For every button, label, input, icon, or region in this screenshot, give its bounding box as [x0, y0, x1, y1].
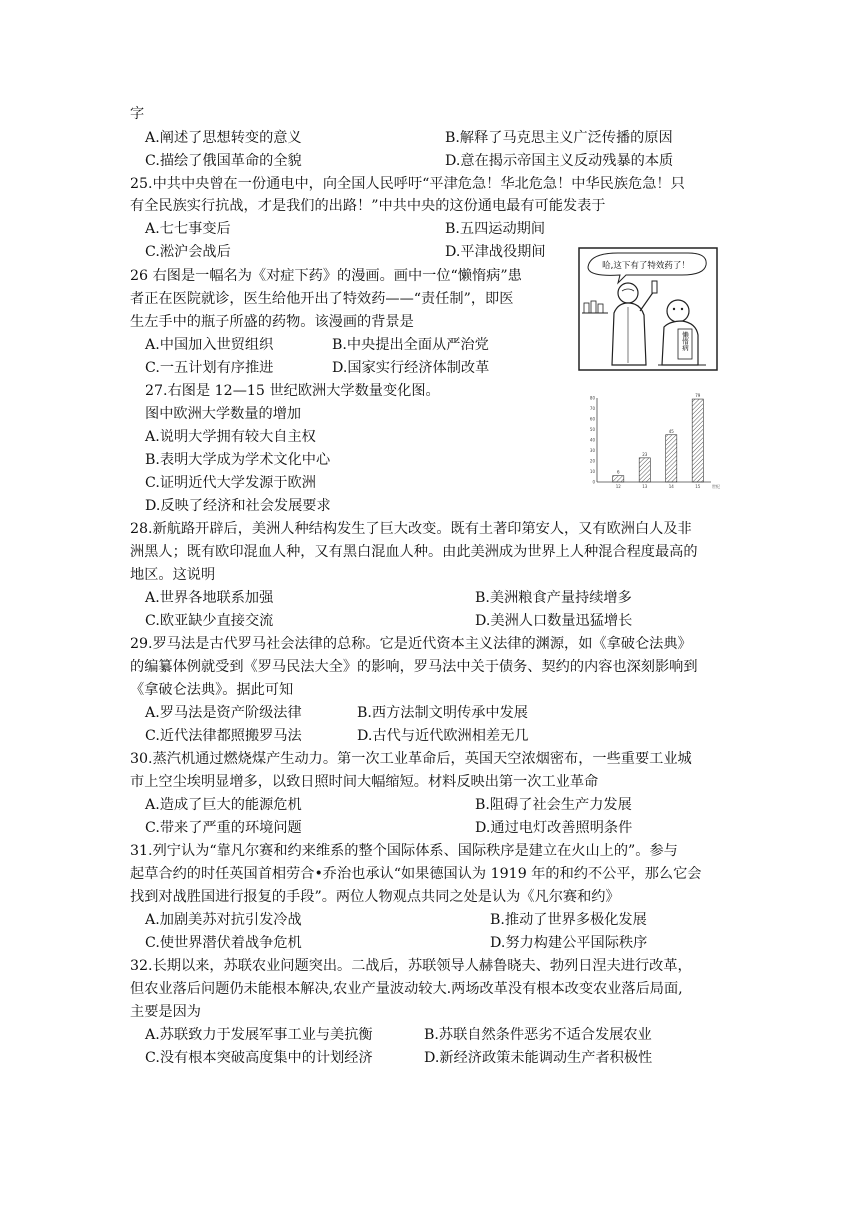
y-tick-label: 60 [589, 416, 595, 422]
x-tick-label: 12 [615, 484, 621, 489]
x-axis-label: 世纪 [712, 484, 720, 489]
cartoon-caption: 哈,这下有了特效药了！ [602, 261, 690, 271]
q29-stem-line-1: 29.罗马法是古代罗马社会法律的总称。它是近代资本主义法律的渊源，如《拿破仑法典》 [130, 636, 692, 652]
data-label: 6 [616, 469, 620, 475]
q26-stem-line-2: 者正在医院就诊，医生给他开出了特效药——“责任制”，即医 [130, 291, 514, 307]
q30-stem-line-1: 30.蒸汽机通过燃烧煤产生动力。第一次工业革命后，英国天空浓烟密布，一些重要工业城 [130, 751, 692, 767]
data-label: 45 [668, 428, 674, 434]
q32-option-d: D.新经济政策未能调动生产者积极性 [424, 1050, 653, 1066]
q29-stem-line-2: 的编纂体例就受到《罗马民法大全》的影响，罗马法中关于债务、契约的内容也深刻影响到 [130, 659, 698, 675]
q29-option-d: D.古代与近代欧洲相差无几 [357, 728, 529, 744]
q29-option-a: A.罗马法是资产阶级法律 [145, 705, 302, 721]
university-count-bar-chart [583, 392, 725, 492]
data-label: 79 [695, 393, 701, 399]
y-tick-label: 40 [589, 437, 595, 443]
x-tick-label: 13 [642, 484, 648, 489]
q24-option-a: A.阐述了思想转变的意义 [145, 130, 302, 146]
q28-option-b: B.美洲粮食产量持续增多 [475, 590, 632, 606]
q27-option-a: A.说明大学拥有较大自主权 [145, 429, 316, 445]
q31-option-c: C.使世界潜伏着战争危机 [145, 935, 302, 951]
y-tick-label: 30 [589, 448, 595, 453]
y-tick-label: 70 [589, 406, 595, 411]
q29-option-c: C.近代法律都照搬罗马法 [145, 728, 302, 744]
q24-option-d: D.意在揭示帝国主义反动残暴的本质 [445, 153, 674, 169]
q28-stem-line-3: 地区。这说明 [130, 567, 216, 583]
q24-option-b: B.解释了马克思主义广泛传播的原因 [445, 130, 673, 146]
q31-stem-line-2: 起草合约的时任英国首相劳合•乔治也承认“如果德国认为 1919 年的和约不公平，那么它会 [130, 866, 702, 882]
y-tick-label: 0 [592, 479, 595, 485]
q31-option-b: B.推动了世界多极化发展 [490, 912, 647, 928]
q25-stem-line-2: 有全民族实行抗战，才是我们的出路！”中共中央的这份通电最有可能发表于 [130, 198, 606, 214]
bar [613, 476, 624, 482]
q32-stem-line-3: 主要是因为 [130, 1004, 201, 1020]
bar [692, 399, 703, 482]
q27-stem-line-1: 27.右图是 12—15 世纪欧洲大学数量变化图。 [145, 383, 440, 399]
y-tick-label: 80 [589, 395, 595, 401]
y-tick-label: 50 [589, 427, 595, 432]
q25-option-a: A.七七事变后 [145, 221, 231, 237]
q30-stem-line-2: 市上空尘埃明显增多，以致日照时间大幅缩短。材料反映出第一次工业革命 [130, 774, 599, 790]
q28-option-d: D.美洲人口数量迅猛增长 [475, 613, 633, 629]
q26-option-b: B.中央提出全面从严治党 [332, 337, 489, 353]
q31-option-d: D.努力构建公平国际秩序 [490, 935, 648, 951]
q31-option-a: A.加剧美苏对抗引发冷战 [145, 912, 302, 928]
q28-option-a: A.世界各地联系加强 [145, 590, 274, 606]
q27-stem-line-2: 图中欧洲大学数量的增加 [145, 406, 302, 422]
q25-option-c: C.淞沪会战后 [145, 244, 231, 260]
x-tick-label: 14 [668, 484, 674, 489]
q28-stem-line-2: 洲黑人；既有欧印混血人种，又有黑白混血人种。由此美洲成为世界上人种混合程度最高的 [130, 544, 698, 560]
continued-text: 字 [130, 106, 145, 122]
q32-stem-line-2: 但农业落后问题仍未能根本解决,农业产量波动较大.两场改革没有根本改变农业落后局面, [130, 981, 683, 997]
q26-stem-line-1: 26 右图是一幅名为《对症下药》的漫画。画中一位“懒惰病”患 [130, 268, 522, 284]
q32-stem-line-1: 32.长期以来，苏联农业问题突出。二战后，苏联领导人赫鲁晓夫、勃列日涅夫进行改革， [130, 958, 692, 974]
q31-stem-line-3: 找到对战胜国进行报复的手段”。两位人物观点共同之处是认为《凡尔赛和约》 [130, 889, 620, 905]
y-tick-label: 10 [589, 469, 595, 474]
q30-option-a: A.造成了巨大的能源危机 [145, 797, 302, 813]
q30-option-d: D.通过电灯改善照明条件 [475, 820, 633, 836]
q25-stem-line-1: 25.中共中央曾在一份通电中，向全国人民呼吁“平津危急！华北危急！中华民族危急！只 [130, 176, 685, 192]
q28-option-c: C.欧亚缺少直接交流 [145, 613, 274, 629]
q26-stem-line-3: 生左手中的瓶子所盛的药物。该漫画的背景是 [130, 314, 414, 330]
y-tick-label: 20 [589, 458, 595, 464]
q29-option-b: B.西方法制文明传承中发展 [357, 705, 528, 721]
cartoon-illustration [578, 247, 718, 371]
q29-stem-line-3: 《拿破仑法典》。据此可知 [130, 682, 294, 698]
cartoon-patient-label: 懒惰病 [681, 331, 689, 351]
q32-option-b: B.苏联自然条件恶劣不适合发展农业 [424, 1027, 652, 1043]
q27-option-d: D.反映了经济和社会发展要求 [145, 498, 331, 514]
q32-option-c: C.没有根本突破高度集中的计划经济 [145, 1050, 373, 1066]
q26-option-d: D.国家实行经济体制改革 [332, 360, 490, 376]
q25-option-b: B.五四运动期间 [445, 221, 546, 237]
q32-option-a: A.苏联致力于发展军事工业与美抗衡 [145, 1027, 373, 1043]
q26-option-a: A.中国加入世贸组织 [145, 337, 274, 353]
data-label: 23 [642, 451, 648, 457]
q31-stem-line-1: 31.列宁认为“靠凡尔赛和约来维系的整个国际体系、国际秩序是建立在火山上的”。参与 [130, 843, 678, 859]
q28-stem-line-1: 28.新航路开辟后，美洲人种结构发生了巨大改变。既有土著印第安人，又有欧洲白人及非 [130, 521, 692, 537]
q24-option-c: C.描绘了俄国革命的全貌 [145, 153, 302, 169]
q25-option-d: D.平津战役期间 [445, 244, 546, 260]
bar [639, 458, 650, 482]
q30-option-b: B.阻碍了社会生产力发展 [475, 797, 632, 813]
q27-option-b: B.表明大学成为学术文化中心 [145, 452, 331, 468]
bar [666, 435, 677, 482]
q27-option-c: C.证明近代大学发源于欧洲 [145, 475, 316, 491]
x-tick-label: 15 [695, 484, 701, 489]
q30-option-c: C.带来了严重的环境问题 [145, 820, 302, 836]
q26-option-c: C.一五计划有序推进 [145, 360, 274, 376]
